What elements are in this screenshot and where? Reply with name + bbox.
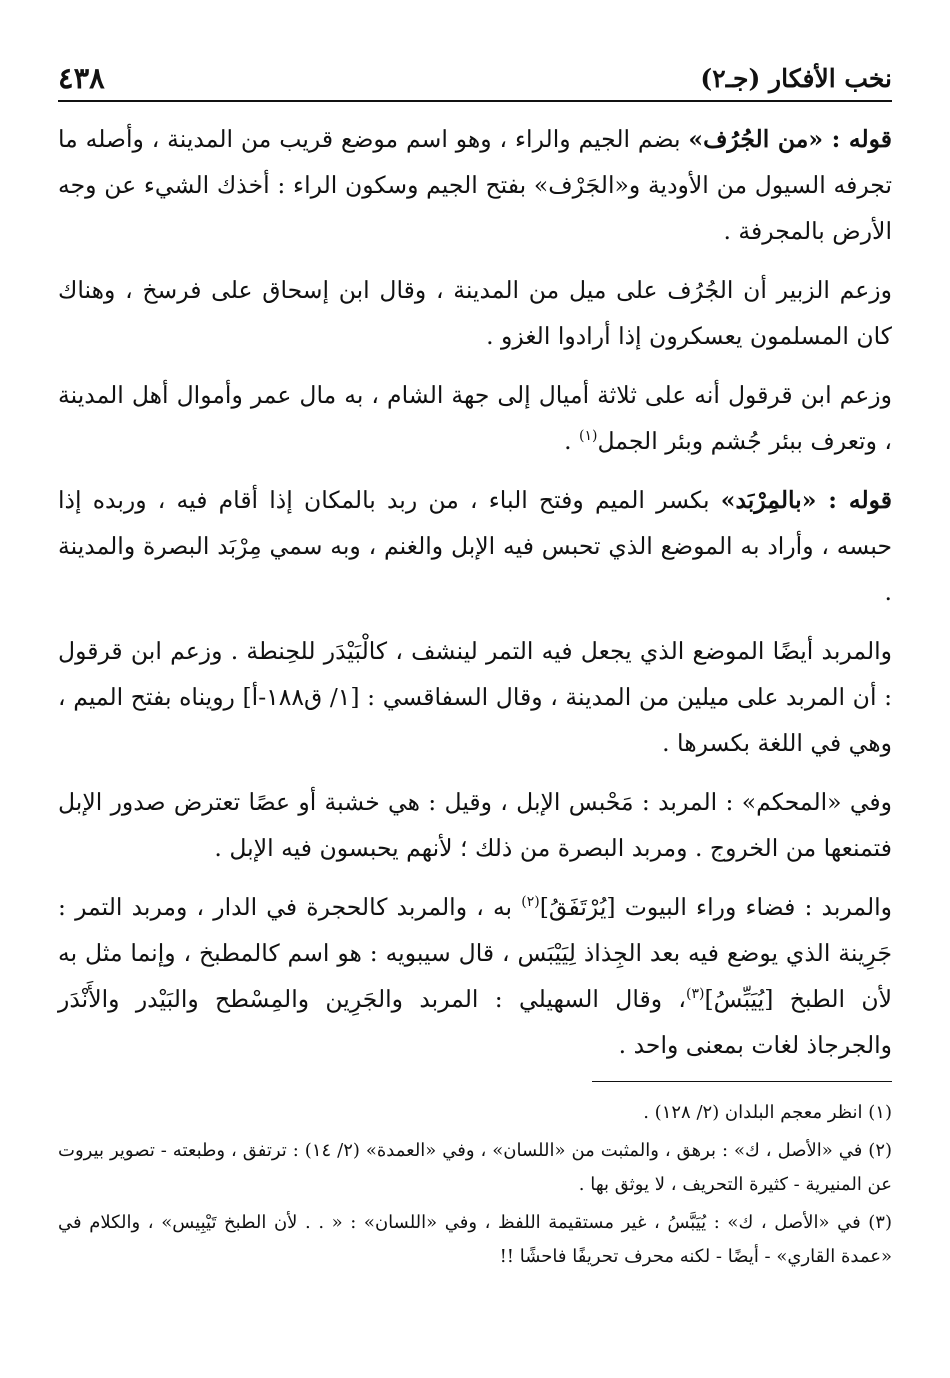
footnotes — [58, 1096, 892, 1274]
footnote-3: (٣) في «الأصل ، ك» : يُيَبَّسُ ، غير مستقيمة اللفظ ، وفي «اللسان» : « . . لأن الطبخ تَيْبِيس» ، والكلام في «عمدة القاري» - أيضًا - لكنه محرف تحريفًا فاحشًا !! — [58, 1212, 892, 1267]
paragraph-lead: قوله : «بالمِرْبَد» — [720, 486, 892, 514]
paragraph-baydar — [58, 628, 892, 766]
footnote-1: (١) انظر معجم البلدان (٢/ ١٢٨) . — [643, 1102, 892, 1123]
running-head — [58, 56, 892, 102]
footnote-ref-3[interactable]: (٣) — [685, 986, 705, 1003]
page-number: ٤٣٨ — [58, 61, 105, 95]
footnote-2: (٢) في «الأصل ، ك» : برهق ، والمثبت من «اللسان» ، وفي «العمدة» (٢/ ١٤) : ترتفق ، وطبعته - تصوير بيروت عن المنيرية - كثيرة التحريف ، لا يوثق بها . — [58, 1140, 893, 1195]
main-text — [58, 116, 892, 1068]
paragraph-muhkam — [58, 779, 892, 871]
paragraph-text: بكسر الميم وفتح الباء ، من ربد بالمكان إذا أقام فيه ، وربده إذا حبسه ، وأراد به الموضع الذي تحبس فيه الإبل والغنم ، وبه سمي مِرْبَد البصرة والمدينة . — [58, 486, 892, 606]
book-title: نخب الأفكار (جـ٢) — [700, 63, 892, 93]
paragraph-text: والمربد أيضًا الموضع الذي يجعل فيه التمر لينشف ، كالْبَيْدَر للحِنطة . وزعم ابن قرقول : أن المربد على ميلين من المدينة ، وقال السفاقسي : [١/ ق١٨٨-أ] رويناه بفتح الميم ، وهي في اللغة بكسرها . — [58, 637, 892, 757]
paragraph-jurf — [58, 116, 892, 254]
paragraph-zubair — [58, 267, 892, 359]
paragraph-qarqul — [58, 372, 892, 464]
paragraph-tail: به ، والمربد كالحجرة في الدار ، ومربد التمر : جَرِينة الذي يوضع فيه بعد الجِذاذ لِيَيْبَس ، قال سيبويه : هو اسم كالمطبخ ، وإنما مثل به لأن الطبخ [يُيَبِّسُ] — [58, 893, 892, 1013]
footnote-divider — [592, 1081, 892, 1082]
paragraph-lead: قوله : «من الجُرُف» — [688, 125, 892, 153]
footnote-ref-2[interactable]: (٢) — [521, 894, 540, 911]
paragraph-tail: . — [564, 427, 580, 455]
paragraph-fada — [58, 884, 892, 1068]
paragraph-text: بضم الجيم والراء ، وهو اسم موضع قريب من المدينة ، وأصله ما تجرفه السيول من الأودية و«الجَرْف» بفتح الجيم وسكون الراء : أخذك الشيء عن وجه الأرض بالمجرفة . — [58, 125, 892, 245]
paragraph-text: وزعم ابن قرقول أنه على ثلاثة أميال إلى جهة الشام ، به مال عمر وأموال أهل المدينة ، وتعرف ببئر جُشم وبئر الجمل — [58, 381, 892, 455]
paragraph-tail: ، وقال السهيلي : المربد والجَرِين والمِسْطح والبَيْدر والأَنْدَر والجرجاذ لغات بمعنى واحد . — [58, 985, 892, 1059]
paragraph-text: وزعم الزبير أن الجُرُف على ميل من المدينة ، وقال ابن إسحاق على فرسخ ، وهناك كان المسلمون يعسكرون إذا أرادوا الغزو . — [58, 276, 892, 350]
paragraph-text: والمربد : فضاء وراء البيوت [يُرْتَفَقُ] — [539, 893, 892, 921]
footnote-ref-1[interactable]: (١) — [579, 428, 598, 445]
book-page — [58, 56, 892, 1326]
paragraph-text: وفي «المحكم» : المربد : مَحْبس الإبل ، وقيل : هي خشبة أو عصًا تعترض صدور الإبل فتمنعها من الخروج . ومربد البصرة من ذلك ؛ لأنهم يحبسون فيه الإبل . — [58, 788, 892, 862]
paragraph-mirbad — [58, 477, 892, 615]
